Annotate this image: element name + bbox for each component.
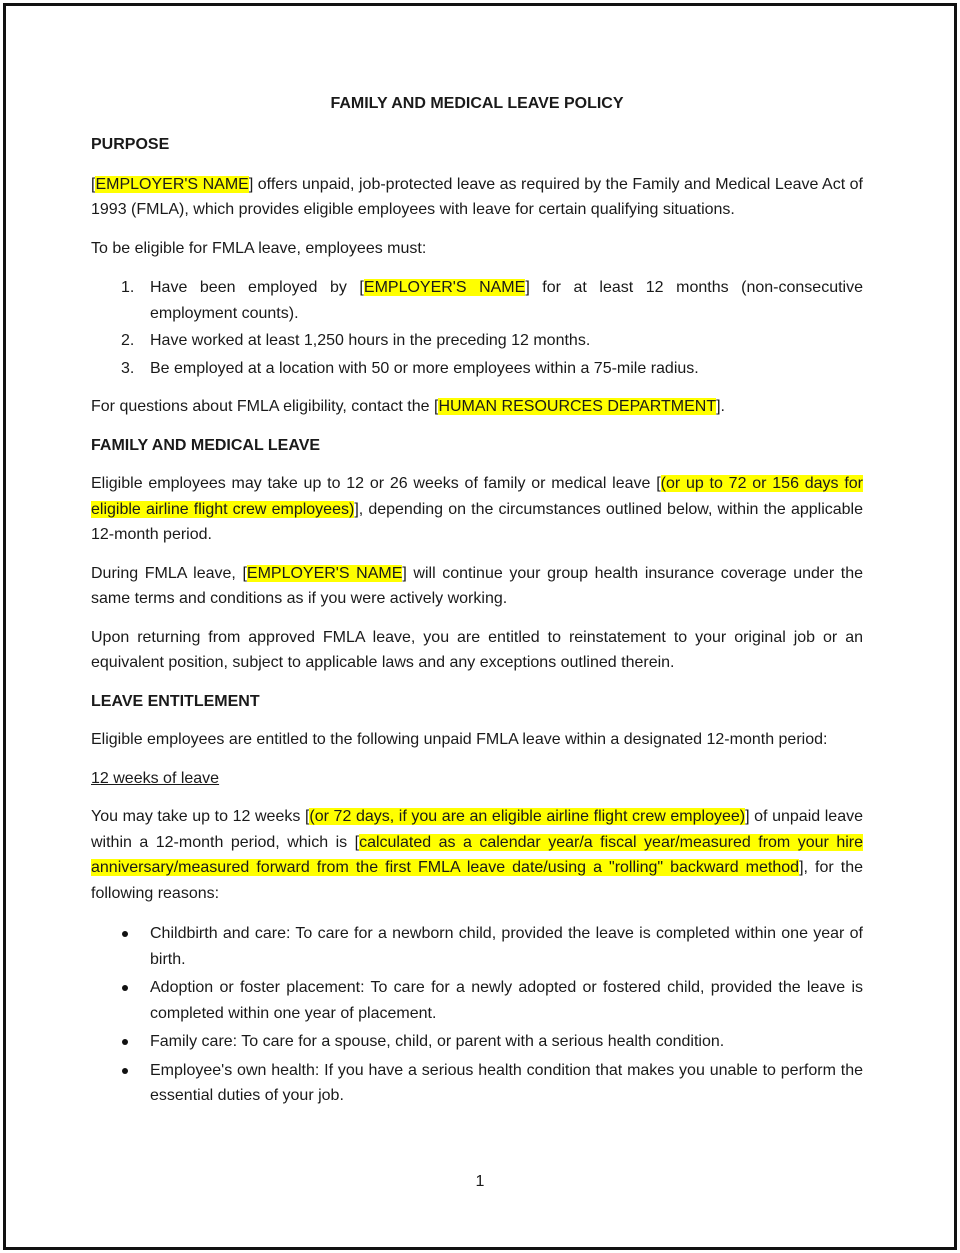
paragraph-text: During FMLA leave, [: [91, 564, 247, 582]
paragraph-text: Eligible employees may take up to 12 or 26 weeks of family or medical leave [: [91, 475, 661, 492]
employer-name-placeholder: EMPLOYER'S NAME: [246, 564, 403, 582]
paragraph-text: ], depending on the circumstances outlined below, within the applicable 12-month period.: [91, 500, 864, 543]
family-leave-paragraph-3: Upon returning from approved FMLA leave, you are entitled to reinstatement to your original job or an equivalent position, subject to applicable laws and any exceptions outlined therein.: [91, 628, 863, 671]
paragraph-text: ] will continue your group health insurance coverage under the same terms and conditions as if you were actively working.: [91, 564, 863, 607]
paragraph-text: ], for the following reasons:: [91, 859, 863, 902]
period-method-placeholder: calculated as a calendar year/a fiscal year/measured from your hire anniversary/measured forward from the first FMLA leave date/using a "rolling" backward method: [91, 833, 864, 876]
airline-crew-placeholder: (or up to 72 or 156 days for eligible airline flight crew employees): [91, 475, 863, 518]
hr-department-placeholder: HUMAN RESOURCES DEPARTMENT: [438, 398, 717, 415]
bullet-icon: [122, 931, 128, 937]
entitlement-paragraph: [91, 804, 863, 906]
eligibility-list: [91, 275, 863, 381]
family-leave-paragraph-1: [91, 471, 863, 548]
family-leave-paragraph-2: [91, 561, 863, 612]
list-item: [91, 328, 863, 354]
list-number: 2.: [121, 332, 135, 349]
purpose-heading: PURPOSE: [91, 136, 170, 153]
list-item: [91, 1029, 863, 1055]
criteria-text: Be employed at a location with 50 or more employees within a 75-mile radius.: [150, 359, 699, 377]
reason-text: Adoption or foster placement: To care for a newly adopted or fostered child, provided the leave is completed within one year of placement.: [150, 979, 863, 1022]
criteria-text-before: Have been employed by [: [150, 279, 364, 296]
list-item: [91, 1058, 863, 1109]
twelve-weeks-subheading: 12 weeks of leave: [91, 769, 220, 787]
reason-text: Employee's own health: If you have a serious health condition that makes you unable to perform the essential duties of your job.: [150, 1061, 863, 1104]
intro-text: ] offers unpaid, job-protected leave as required by the Family and Medical Leave Act of 1993 (FMLA), which provides eligible employees with leave for certain qualifying situations.: [91, 175, 864, 218]
paragraph-text: ] of unpaid leave within a 12-month period, which is [: [91, 808, 863, 851]
page-number: 1: [475, 1173, 485, 1190]
bullet-icon: [122, 1039, 128, 1045]
document-title: FAMILY AND MEDICAL LEAVE POLICY: [330, 95, 624, 112]
paragraph-text: You may take up to 12 weeks [: [91, 808, 310, 825]
leave-entitlement-heading: LEAVE ENTITLEMENT: [91, 692, 260, 710]
purpose-intro: [91, 172, 863, 223]
employer-name-placeholder: EMPLOYER'S NAME: [363, 279, 526, 296]
document-body: [91, 93, 863, 1109]
list-number: 1.: [121, 279, 135, 296]
contact-line: [91, 394, 863, 420]
criteria-text: Have worked at least 1,250 hours in the preceding 12 months.: [150, 332, 591, 349]
reasons-list: [91, 921, 863, 1109]
contact-text-after: ].: [716, 398, 725, 415]
reason-text: Childbirth and care: To care for a newborn child, provided the leave is completed within one year of birth.: [150, 925, 863, 968]
bullet-icon: [122, 1068, 128, 1074]
family-leave-heading: FAMILY AND MEDICAL LEAVE: [91, 436, 321, 454]
list-item: [91, 975, 863, 1026]
criteria-text-after: ] for at least 12 months (non-consecutive employment counts).: [150, 279, 863, 322]
list-item: [91, 275, 863, 326]
bullet-icon: [122, 985, 128, 991]
list-number: 3.: [121, 359, 135, 377]
reason-text: Family care: To care for a spouse, child, or parent with a serious health condition.: [150, 1033, 725, 1050]
eligibility-lead: To be eligible for FMLA leave, employees must:: [91, 239, 427, 257]
list-item: [91, 921, 863, 972]
intro-bracket: [: [91, 175, 96, 193]
list-item: [91, 356, 863, 382]
airline-crew-placeholder: (or 72 days, if you are an eligible airline flight crew employee): [309, 808, 746, 825]
employer-name-placeholder: EMPLOYER'S NAME: [95, 175, 249, 193]
entitlement-lead: Eligible employees are entitled to the following unpaid FMLA leave within a designated 12-month period:: [91, 731, 828, 748]
contact-text-before: For questions about FMLA eligibility, contact the [: [91, 398, 439, 415]
